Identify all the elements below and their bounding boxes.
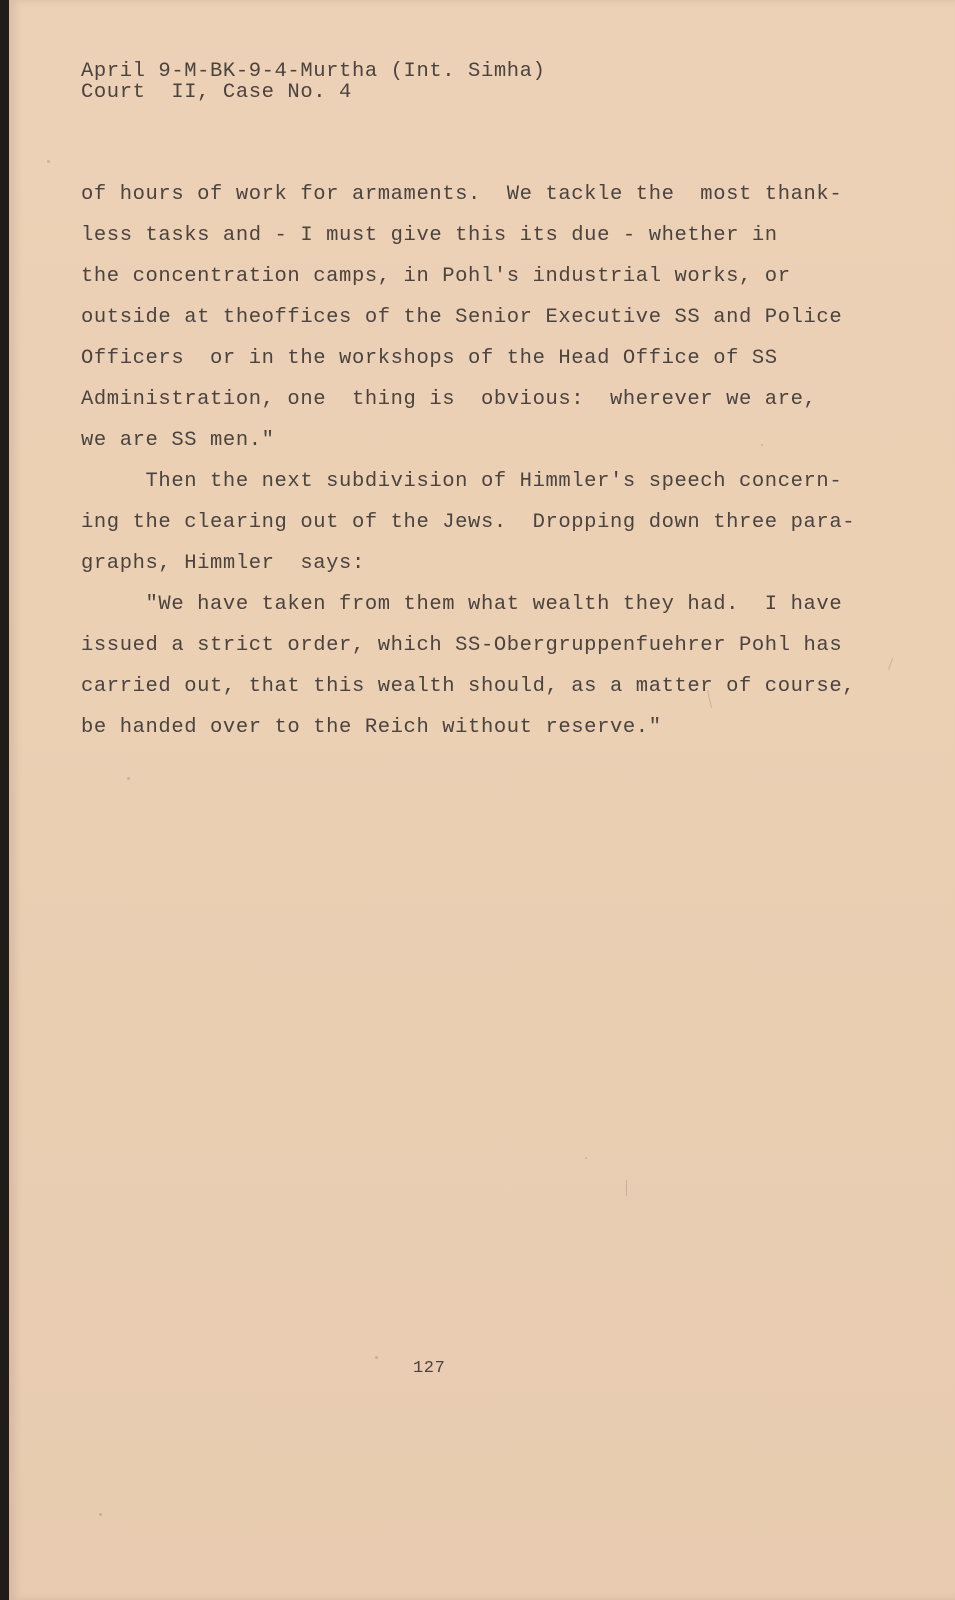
paper-speck xyxy=(47,160,50,163)
body-line-10: graphs, Himmler says: xyxy=(81,552,365,575)
body-line-3: the concentration camps, in Pohl's industrial works, or xyxy=(81,265,791,288)
header-line-2: Court II, Case No. 4 xyxy=(81,81,352,104)
paper-speck xyxy=(375,1356,378,1359)
paper-speck xyxy=(585,1157,587,1159)
body-line-11: "We have taken from them what wealth they had. I have xyxy=(81,593,843,616)
document-page xyxy=(9,0,955,1600)
paper-speck xyxy=(761,444,763,446)
body-line-14: be handed over to the Reich without reserve." xyxy=(81,716,662,739)
body-line-7: we are SS men." xyxy=(81,429,275,452)
paper-speck xyxy=(99,1513,102,1516)
paper-speck xyxy=(127,777,130,780)
paper-speck xyxy=(626,1180,627,1196)
header-line-1: April 9-M-BK-9-4-Murtha (Int. Simha) xyxy=(81,60,546,83)
body-line-2: less tasks and - I must give this its due - whether in xyxy=(81,224,778,247)
body-line-5: Officers or in the workshops of the Head Office of SS xyxy=(81,347,778,370)
body-line-1: of hours of work for armaments. We tackle the most thank- xyxy=(81,183,843,206)
body-line-13: carried out, that this wealth should, as a matter of course, xyxy=(81,675,856,698)
body-line-4: outside at theoffices of the Senior Executive SS and Police xyxy=(81,306,843,329)
page-number: 127 xyxy=(413,1359,446,1378)
body-line-8: Then the next subdivision of Himmler's speech concern- xyxy=(81,470,843,493)
body-line-12: issued a strict order, which SS-Obergruppenfuehrer Pohl has xyxy=(81,634,843,657)
body-line-6: Administration, one thing is obvious: wherever we are, xyxy=(81,388,817,411)
body-line-9: ing the clearing out of the Jews. Dropping down three para- xyxy=(81,511,856,534)
paper-speck xyxy=(888,658,893,670)
